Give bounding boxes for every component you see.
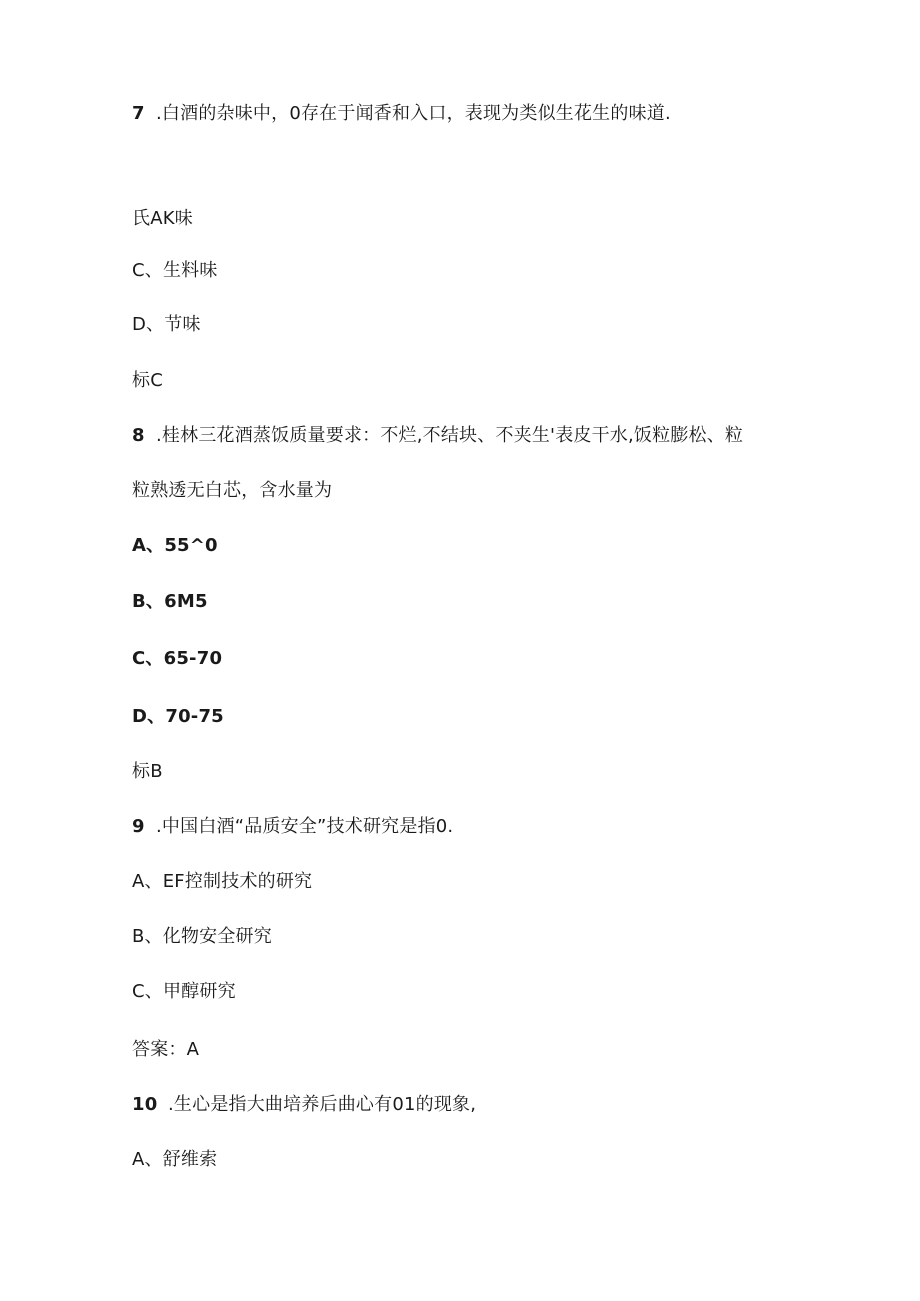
question-8-option-a: A、55^0 [132, 535, 218, 556]
question-10-text: .生心是指大曲培养后曲心有01的现象, [168, 1094, 477, 1115]
question-7-option-3: D、节味 [132, 314, 201, 335]
question-7-text: .白酒的杂味中，0存在于闻香和入口，表现为类似生花生的味道. [156, 103, 671, 124]
question-8-text-line2: 粒熟透无白芯，含水量为 [132, 480, 333, 501]
question-10-option-a: A、舒维索 [132, 1149, 218, 1170]
question-7-option-2: C、生料味 [132, 260, 218, 281]
question-8-option-d: D、70-75 [132, 706, 224, 727]
question-7-answer: 标C [132, 370, 163, 391]
question-9-number: 9 [132, 816, 145, 837]
question-8-text-line1: .桂林三花酒蒸饭质量要求：不烂,不结块、不夹生'表皮干水,饭粒膨松、粒 [156, 425, 744, 446]
question-9-text: .中国白酒“品质安全”技术研究是指0. [156, 816, 454, 837]
question-8-option-b: B、6M5 [132, 591, 208, 612]
question-7-option-1: 氏AK味 [132, 208, 193, 229]
question-9-stem [132, 815, 453, 839]
question-8-number: 8 [132, 425, 145, 446]
question-10-stem [132, 1093, 476, 1117]
question-9-option-a: A、EF控制技术的研究 [132, 871, 313, 892]
question-7-stem [132, 102, 671, 126]
question-10-number: 10 [132, 1094, 158, 1115]
question-9-option-c: C、甲醇研究 [132, 981, 236, 1002]
question-7-number: 7 [132, 103, 145, 124]
question-9-answer: 答案：A [132, 1039, 200, 1060]
question-8-stem [132, 424, 743, 448]
question-9-option-b: B、化物安全研究 [132, 926, 272, 947]
question-8-option-c: C、65-70 [132, 648, 223, 669]
question-8-answer: 标B [132, 761, 163, 782]
